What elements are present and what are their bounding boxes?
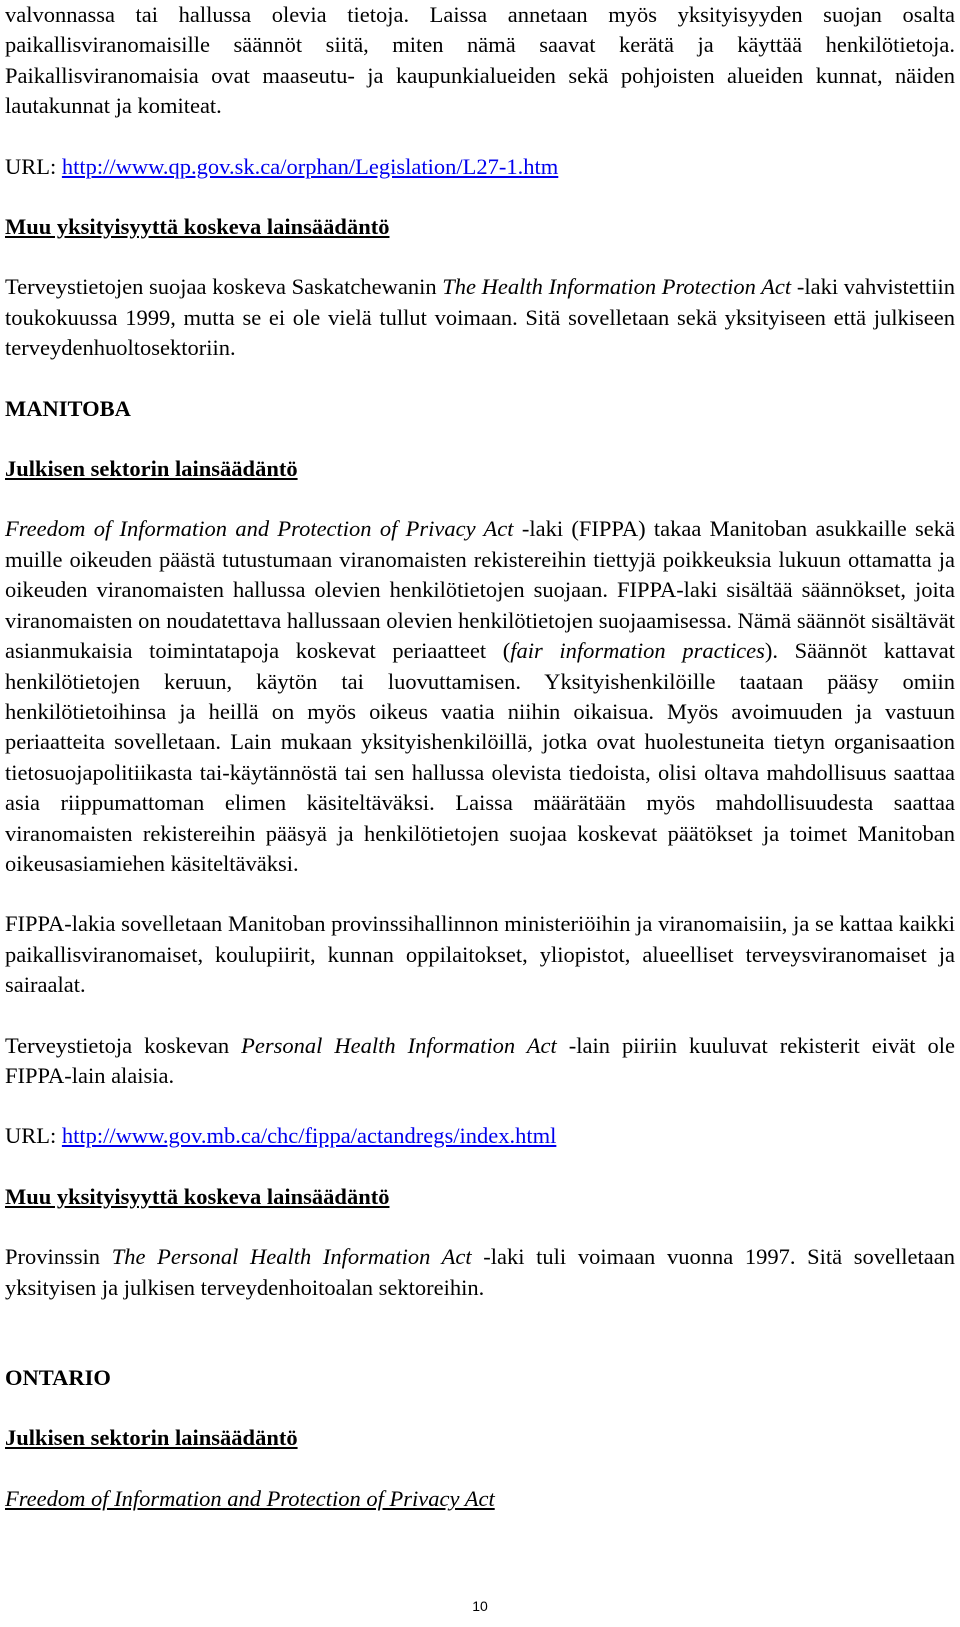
url-link-manitoba[interactable]: http://www.gov.mb.ca/chc/fippa/actandregs/index.html	[61, 1123, 557, 1149]
url-label: URL:	[5, 1123, 62, 1149]
heading-other-legislation-saskatchewan: Muu yksityisyyttä koskeva lainsäädäntö	[5, 214, 390, 240]
url-link-saskatchewan[interactable]: http://www.qp.gov.sk.ca/orphan/Legislation/L27-1.htm	[61, 153, 559, 179]
document-page	[5, 0, 955, 1514]
paragraph-fippa-scope: FIPPA-lakia sovelletaan Manitoban provinssihallinnon ministeriöihin ja viranomaisiin, ja se kattaa kaikki paikallisviranomaiset, koulupiirit, kunnan oppilaitokset, yliopistot, alueelliset terveysviranomaiset ja sairaalat.	[5, 911, 955, 998]
paragraph-local-authorities: valvonnassa tai hallussa olevia tietoja. Laissa annetaan myös yksityisyyden suojan osalta paikallisviranomaisille säännöt siitä, miten nämä saavat kerätä ja käyttää henkilötietoja. Paikallisviranomaisia ovat maaseutu- ja kaupunkialueiden sekä pohjoisten alueiden kunnat, näiden lautakunnat ja komiteat.	[5, 2, 955, 119]
act-name-italic: The Personal Health Information Act	[111, 1244, 472, 1270]
region-heading-manitoba: MANITOBA	[5, 395, 131, 421]
region-heading-ontario: ONTARIO	[5, 1365, 111, 1390]
url-label: URL:	[5, 153, 62, 179]
heading-public-sector-manitoba: Julkisen sektorin lainsäädäntö	[5, 456, 298, 482]
act-title-ontario: Freedom of Information and Protection of Privacy Act	[5, 1485, 495, 1511]
paragraph-health-information-protection: Terveystietojen suojaa koskeva Saskatchewanin The Health Information Protection Act -laki vahvistettiin toukokuussa 1999, mutta se ei ole vielä tullut voimaan. Sitä sovelletaan sekä yksityiseen että julkiseen terveydenhuoltosektoriin.	[5, 274, 955, 361]
heading-public-sector-ontario: Julkisen sektorin lainsäädäntö	[5, 1425, 298, 1451]
paragraph-fippa-manitoba: Freedom of Information and Protection of Privacy Act -laki (FIPPA) takaa Manitoban asukkaille sekä muille oikeuden päästä tutustumaan viranomaisten rekistereihin tiettyjä poikkeuksia lukuun ottamatta ja oikeuden viranomaisten hallussa olevien henkilötietojen suojaan. FIPPA-laki sisältää säännökset, joita viranomaisten on noudatettava hallussaan olevien henkilötietojen suojaamisessa. Nämä säännöt sisältävät asianmukaisia toimintatapoja koskevat periaatteet (fair information practices). Säännöt kattavat henkilötietojen keruun, käytön tai luovuttamisen. Yksityishenkilöille taataan pääsy omiin henkilötietoihinsa ja heillä on myös oikeus vaatia niihin oikaisua. Myös avoimuuden ja vastuun periaatteita sovelletaan. Lain mukaan yksityishenkilöillä, jotka ovat huolestuneita tietyn organisaation tietosuojapolitiikasta tai-käytännöstä tai sen hallussa olevista tiedoista, olisi oltava mahdollisuus saattaa asia riippumattoman elimen käsiteltäväksi. Laissa määrätään myös mahdollisuudesta saattaa viranomaisten rekistereihin pääsyä ja henkilötietojen suojaa koskevat päätökset ja toimet Manitoban oikeusasiamiehen käsiteltäväksi.	[5, 516, 955, 876]
url-line-manitoba	[5, 1121, 955, 1151]
act-name-italic: Freedom of Information and Protection of Privacy Act	[5, 516, 514, 542]
act-name-italic: The Health Information Protection Act	[442, 274, 792, 300]
act-name-italic: Personal Health Information Act	[241, 1032, 557, 1058]
paragraph-provincial-health-act: Provinssin The Personal Health Information Act -laki tuli voimaan vuonna 1997. Sitä sovelletaan yksityisen ja julkisen terveydenhoitoalan sektoreihin.	[5, 1244, 955, 1300]
heading-other-legislation-manitoba: Muu yksityisyyttä koskeva lainsäädäntö	[5, 1183, 390, 1209]
term-italic: fair information practices	[510, 638, 765, 664]
paragraph-personal-health-information: Terveystietoja koskevan Personal Health Information Act -lain piiriin kuuluvat rekisterit eivät ole FIPPA-lain alaisia.	[5, 1032, 955, 1088]
url-line-saskatchewan	[5, 152, 955, 182]
page-number: 10	[472, 1598, 488, 1614]
